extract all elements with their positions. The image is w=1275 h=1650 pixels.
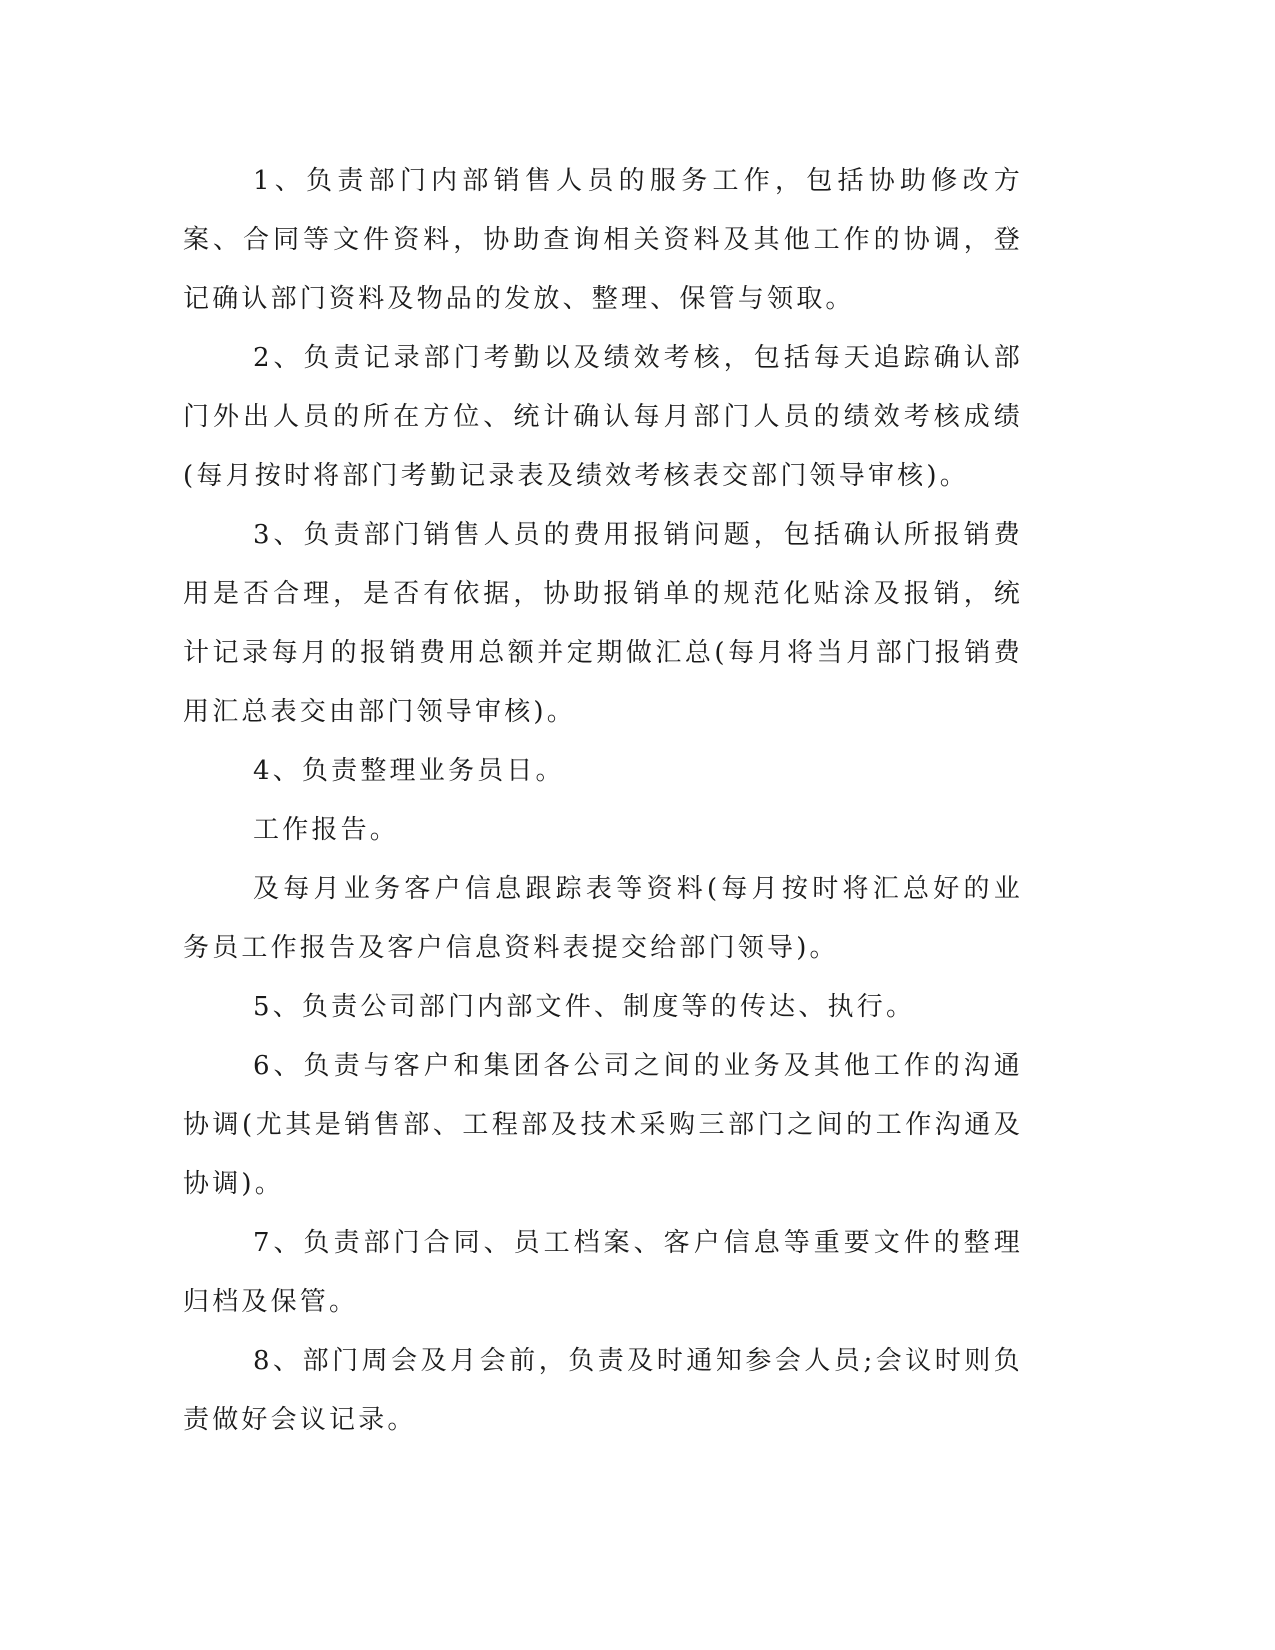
paragraph-4: 4、负责整理业务员日。	[253, 756, 565, 786]
paragraph-3: 3、负责部门销售人员的费用报销问题，包括确认所报销费用是否合理，是否有依据，协助报销单的规范化贴涂及报销，统计记录每月的报销费用总额并定期做汇总(每月将当月部门报销费用汇总表交由部门领导审核)。	[183, 520, 1023, 727]
paragraph-1: 1、负责部门内部销售人员的服务工作，包括协助修改方案、合同等文件资料，协助查询相关资料及其他工作的协调，登记确认部门资料及物品的发放、整理、保管与领取。	[183, 166, 1023, 314]
paragraph-7: 7、负责部门合同、员工档案、客户信息等重要文件的整理归档及保管。	[183, 1228, 1023, 1317]
paragraph-2: 2、负责记录部门考勤以及绩效考核，包括每天追踪确认部门外出人员的所在方位、统计确认每月部门人员的绩效考核成绩(每月按时将部门考勤记录表及绩效考核表交部门领导审核)。	[183, 343, 1023, 491]
paragraph-6: 6、负责与客户和集团各公司之间的业务及其他工作的沟通协调(尤其是销售部、工程部及技术采购三部门之间的工作沟通及协调)。	[183, 1051, 1023, 1199]
paragraph-8: 8、部门周会及月会前，负责及时通知参会人员;会议时则负责做好会议记录。	[183, 1346, 1023, 1435]
paragraph-5: 5、负责公司部门内部文件、制度等的传达、执行。	[253, 992, 916, 1022]
paragraph-4-details: 及每月业务客户信息跟踪表等资料(每月按时将汇总好的业务员工作报告及客户信息资料表提交给部门领导)。	[183, 874, 1023, 963]
paragraph-4-continued: 工作报告。	[253, 815, 400, 845]
document-body	[183, 152, 1023, 1450]
